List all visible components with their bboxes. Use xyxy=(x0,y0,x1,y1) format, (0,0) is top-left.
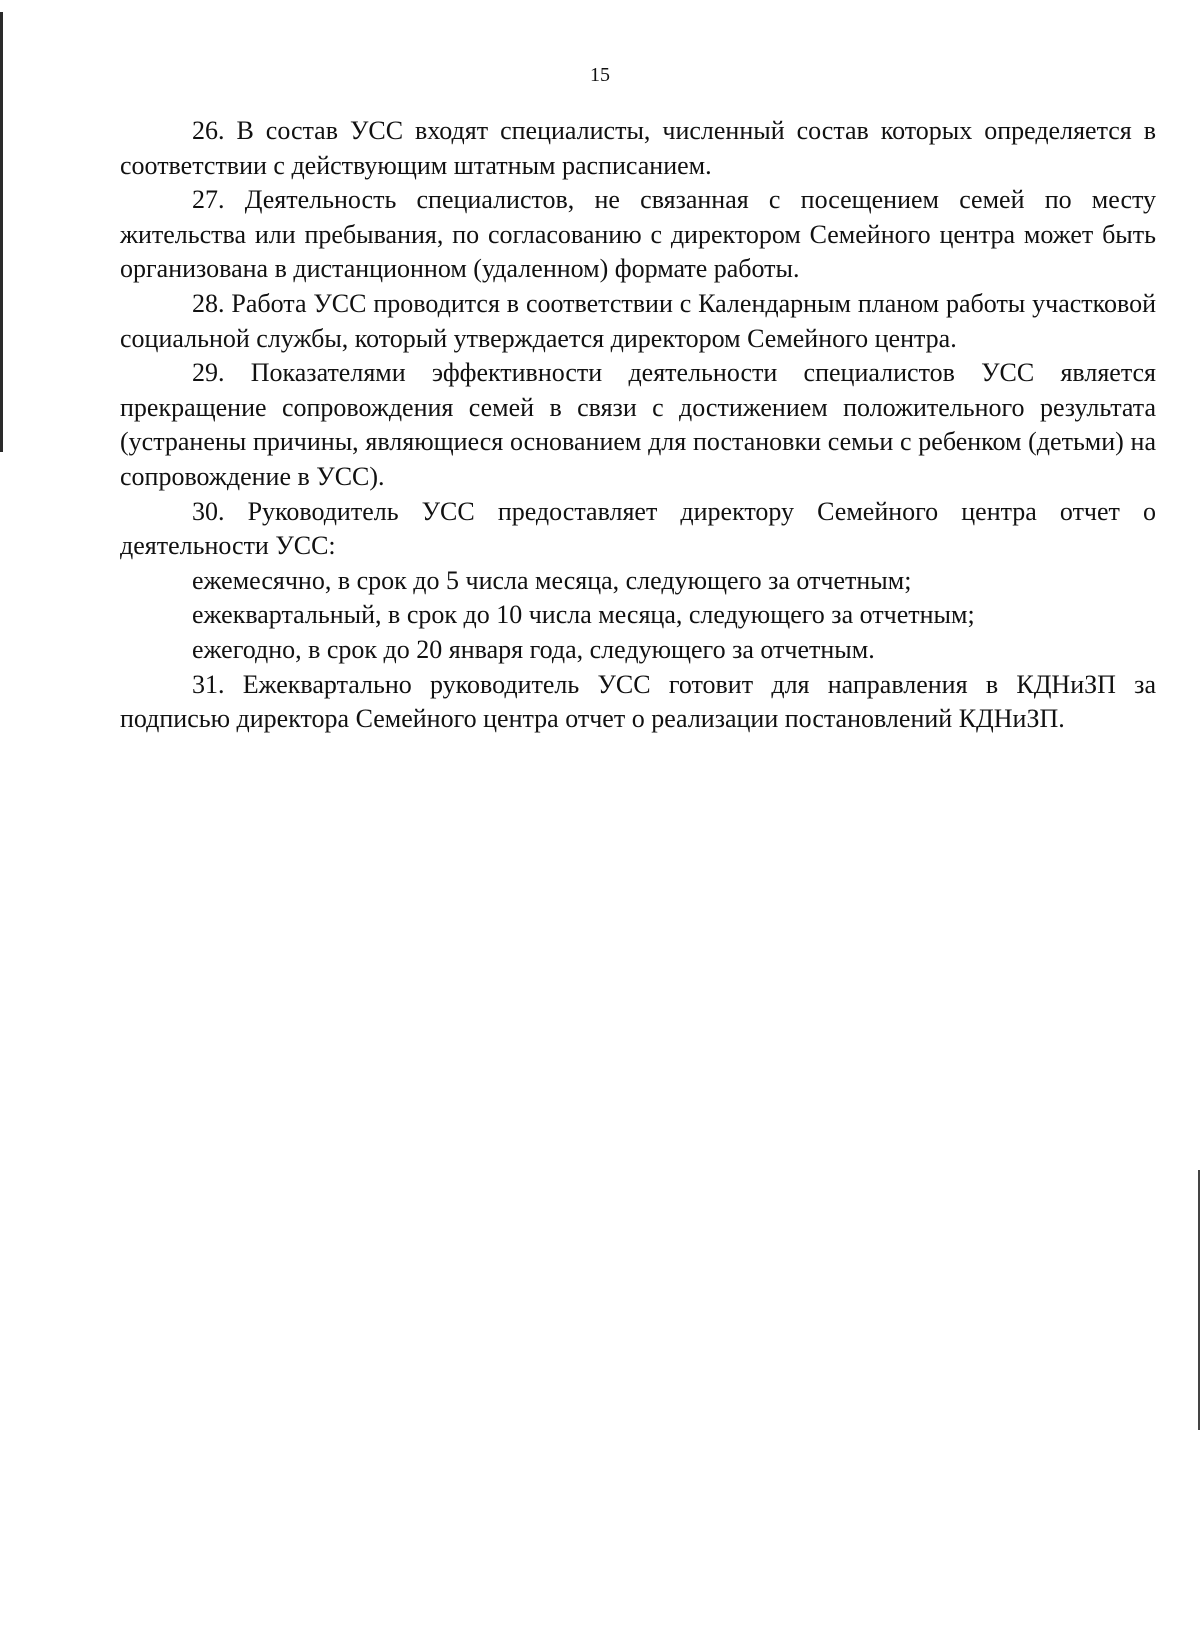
paragraph-26: 26. В состав УСС входят специалисты, численный состав которых определяется в соответствии с действующим штатным расписанием. xyxy=(120,116,1156,180)
page-number: 15 xyxy=(590,64,610,86)
paragraph-30-monthly: ежемесячно, в срок до 5 числа месяца, следующего за отчетным; xyxy=(192,565,912,595)
body-text xyxy=(120,114,1156,737)
paragraph-27: 27. Деятельность специалистов, не связанная с посещением семей по месту жительства или пребывания, по согласованию с директором Семейного центра может быть организована в дистанционном (удаленном) формате работы. xyxy=(120,185,1156,284)
paragraph-30-yearly: ежегодно, в срок до 20 января года, следующего за отчетным. xyxy=(192,634,875,664)
paragraph-30: 30. Руководитель УСС предоставляет директору Семейного центра отчет о деятельности УСС: xyxy=(120,496,1156,561)
paragraph-28: 28. Работа УСС проводится в соответствии с Календарным планом работы участковой социальной службы, который утверждается директором Семейного центра. xyxy=(120,288,1156,353)
paragraph-30-quarterly: ежеквартальный, в срок до 10 числа месяца, следующего за отчетным; xyxy=(192,600,975,630)
paragraph-31: 31. Ежеквартально руководитель УСС готовит для направления в КДНиЗП за подписью директора Семейного центра отчет о реализации постановлений КДНиЗП. xyxy=(120,669,1156,734)
paragraph-29: 29. Показателями эффективности деятельности специалистов УСС является прекращение сопровождения семей в связи с достижением положительного результата (устранены причины, являющиеся основанием для постановки семьи с ребенком (детьми) на сопровождение в УСС). xyxy=(120,358,1156,491)
